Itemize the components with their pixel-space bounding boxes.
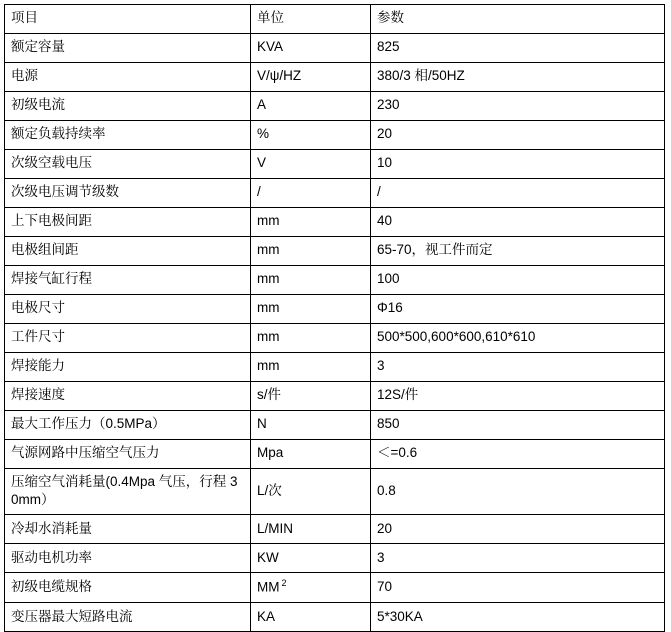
row-param: 500*500,600*600,610*610 [371,324,665,353]
row-param: 65-70，视工件而定 [371,237,665,266]
row-param: 40 [371,208,665,237]
row-item: 气源网路中压缩空气压力 [5,440,251,469]
column-header-unit: 单位 [251,5,371,34]
row-unit: A [251,92,371,121]
table-row [5,469,665,515]
row-unit-superscript: 2 [281,578,287,589]
row-param: 230 [371,92,665,121]
table-row [5,440,665,469]
row-item: 额定容量 [5,34,251,63]
row-item: 压缩空气消耗量(0.4Mpa 气压，行程 30mm） [5,469,251,515]
row-item: 上下电极间距 [5,208,251,237]
row-item: 电极组间距 [5,237,251,266]
row-item: 焊接能力 [5,353,251,382]
table-row [5,411,665,440]
row-unit [251,573,371,603]
table-row [5,63,665,92]
row-param: 3 [371,544,665,573]
row-item: 工件尺寸 [5,324,251,353]
row-unit: KVA [251,34,371,63]
row-unit: mm [251,295,371,324]
row-unit: N [251,411,371,440]
column-header-item: 项目 [5,5,251,34]
row-param: 20 [371,121,665,150]
row-unit: KW [251,544,371,573]
row-param: 70 [371,573,665,603]
row-param: ＜=0.6 [371,440,665,469]
row-unit: V [251,150,371,179]
table-header-row [5,5,665,34]
row-param: Φ16 [371,295,665,324]
table-row [5,179,665,208]
row-unit: / [251,179,371,208]
row-item: 最大工作压力（0.5MPa） [5,411,251,440]
specification-table [4,4,665,632]
row-item: 驱动电机功率 [5,544,251,573]
row-item: 冷却水消耗量 [5,515,251,544]
row-item: 电极尺寸 [5,295,251,324]
row-unit-text: MM [257,579,280,595]
row-unit: V/ψ/HZ [251,63,371,92]
row-unit: KA [251,603,371,632]
row-param: 100 [371,266,665,295]
row-item: 焊接气缸行程 [5,266,251,295]
table-row [5,34,665,63]
row-item: 初级电缆规格 [5,573,251,603]
row-item: 次级电压调节级数 [5,179,251,208]
row-item: 焊接速度 [5,382,251,411]
row-param: 850 [371,411,665,440]
column-header-param: 参数 [371,5,665,34]
row-item: 初级电流 [5,92,251,121]
row-param: 0.8 [371,469,665,515]
table-row [5,150,665,179]
row-param: 3 [371,353,665,382]
row-unit: mm [251,353,371,382]
table-row [5,121,665,150]
row-item: 次级空载电压 [5,150,251,179]
row-unit: mm [251,208,371,237]
row-param: 10 [371,150,665,179]
table-row [5,208,665,237]
row-param: 20 [371,515,665,544]
row-item: 额定负载持续率 [5,121,251,150]
table-row [5,515,665,544]
table-row [5,324,665,353]
table-row [5,237,665,266]
row-unit: L/MIN [251,515,371,544]
row-unit: Mpa [251,440,371,469]
table-row [5,544,665,573]
row-unit: % [251,121,371,150]
row-param: 825 [371,34,665,63]
row-unit: L/次 [251,469,371,515]
table-row [5,573,665,603]
row-param: 5*30KA [371,603,665,632]
table-row [5,603,665,632]
row-unit: s/件 [251,382,371,411]
row-item: 变压器最大短路电流 [5,603,251,632]
row-param: / [371,179,665,208]
table-row [5,382,665,411]
row-param: 12S/件 [371,382,665,411]
table-row [5,92,665,121]
table-row [5,266,665,295]
table-row [5,295,665,324]
row-unit: mm [251,237,371,266]
row-unit: mm [251,266,371,295]
row-item: 电源 [5,63,251,92]
table-row [5,353,665,382]
row-unit: mm [251,324,371,353]
row-param: 380/3 相/50HZ [371,63,665,92]
